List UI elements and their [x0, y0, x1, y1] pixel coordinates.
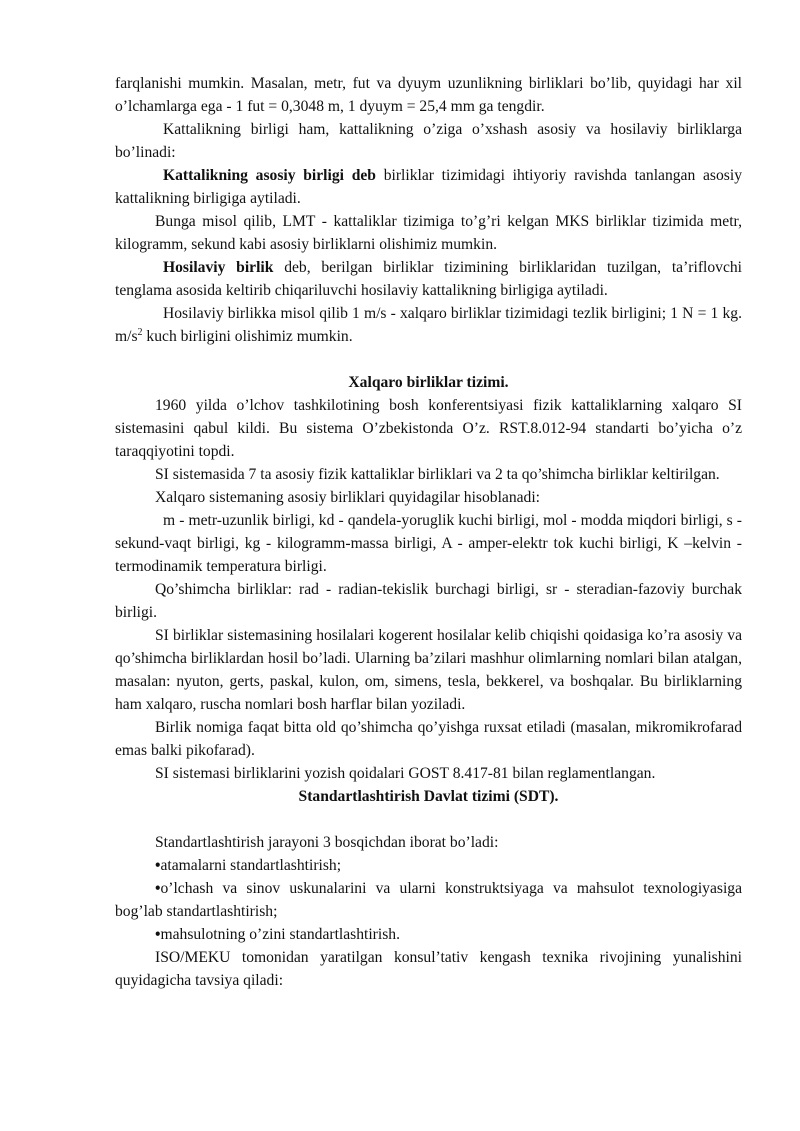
bullet-dot-icon: •	[155, 926, 161, 943]
bullet-text: atamalarni standartlashtirish;	[160, 857, 342, 874]
paragraph-derived-si-units: SI birliklar sistemasining hosilalari kogerent hosilalar kelib chiqishi qoidasiga ko’ra asosiy va qo’shimcha birliklardan hosil bo’ladi. Ularning ba’zilari mashhur olimlarning nomlari bilan atalgan, masalan: nyuton, gerts, paskal, kulon, om, simens, tesla, bekkerel, va boshqalar. Bu birliklarning ham xalqaro, ruscha nomlari bosh harflar bilan yoziladi.	[115, 627, 742, 713]
paragraph-si-base-units-intro: Xalqaro sistemaning asosiy birliklari quyidagilar hisoblanadi:	[155, 489, 541, 506]
paragraph-base-unit-example: Bunga misol qilib, LMT - kattaliklar tizimiga to’g’ri kelgan MKS birliklar tizimida metr, kilogramm, sekund kabi asosiy birliklarni olishimiz mumkin.	[115, 213, 742, 253]
derived-example-text-a: Hosilaviy birlikka misol qilib 1 m/s - xalqaro birliklar tizimidagi tezlik birligini; 1 N = 1 kg. m/s	[115, 305, 742, 345]
paragraph-derived-unit-example	[115, 302, 742, 348]
bullet-dot-icon: •	[155, 857, 161, 874]
spacer	[115, 348, 742, 371]
paragraph-derived-unit-definition	[115, 256, 742, 302]
paragraph-unit-division: Kattalikning birligi ham, kattalikning o’ziga o’xshash asosiy va hosilaviy birliklarga bo’linadi:	[115, 121, 742, 161]
derived-example-text-b: kuch birligini olishimiz mumkin.	[142, 328, 353, 345]
superscript-two: 2	[137, 326, 143, 338]
paragraph-si-units-count: SI sistemasida 7 ta asosiy fizik kattaliklar birliklari va 2 ta qo’shimcha birliklar keltirilgan.	[155, 466, 720, 483]
paragraph-si-adoption: 1960 yilda o’lchov tashkilotining bosh konferentsiyasi fizik kattaliklarning xalqaro SI sistemasini qabul kildi. Bu sistema O’zbekistonda O’z. RST.8.012-94 standarti bo’yicha o’z taraqqiyotini topdi.	[115, 397, 742, 460]
heading-international-system: Xalqaro birliklar tizimi.	[348, 374, 509, 391]
paragraph-base-unit-definition	[115, 164, 742, 210]
definition-derived-unit: deb, berilgan birliklar tizimining birliklaridan tuzilgan, ta’riflovchi tenglama asosida keltirib chiqariluvchi hosilaviy kattalikning birligiga aytiladi.	[115, 259, 742, 299]
bullet-item-equipment	[115, 877, 742, 923]
term-derived-unit: Hosilaviy birlik	[163, 259, 274, 276]
bullet-text: mahsulotning o’zini standartlashtirish.	[160, 926, 400, 943]
bullet-text: o’lchash va sinov uskunalarini va ularni konstruktsiyaga va mahsulot texnologiyasiga bog’lab standartlashtirish;	[115, 880, 742, 920]
paragraph-gost-rules: SI sistemasi birliklarini yozish qoidalari GOST 8.417-81 bilan reglamentlangan.	[155, 765, 656, 782]
paragraph-iso-council: ISO/MEKU tomonidan yaratilgan konsul’tativ kengash texnika rivojining yunalishini quyidagicha tavsiya qiladi:	[115, 949, 742, 989]
bullet-item-terms	[115, 854, 742, 877]
paragraph-prefix-rule: Birlik nomiga faqat bitta old qo’shimcha qo’yishga ruxsat etiladi (masalan, mikromikrofarad emas balki pikofarad).	[115, 719, 742, 759]
term-base-unit: Kattalikning asosiy birligi deb	[163, 167, 376, 184]
paragraph-units-difference: farqlanishi mumkin. Masalan, metr, fut va dyuym uzunlikning birliklari bo’lib, quyidagi har xil o’lchamlarga ega - 1 fut = 0,3048 m, 1 dyuym = 25,4 mm ga tengdir.	[115, 75, 742, 115]
paragraph-standardization-stages: Standartlashtirish jarayoni 3 bosqichdan iborat bo’ladi:	[155, 834, 499, 851]
paragraph-supplementary-units: Qo’shimcha birliklar: rad - radian-tekislik burchagi birligi, sr - steradian-fazoviy burchak birligi.	[115, 581, 742, 621]
paragraph-si-base-units-list: m - metr-uzunlik birligi, kd - qandela-yoruglik kuchi birligi, mol - modda miqdori birligi, s - sekund-vaqt birligi, kg - kilogramm-massa birligi, A - amper-elektr tok kuchi birligi, K –kelvin - termodinamik temperatura birligi.	[115, 512, 742, 575]
bullet-item-product	[115, 923, 742, 946]
heading-standardization-system: Standartlashtirish Davlat tizimi (SDT).	[298, 788, 559, 805]
bullet-dot-icon: •	[155, 880, 161, 897]
definition-base-unit: birliklar tizimidagi ihtiyoriy ravishda tanlangan asosiy kattalikning birligiga aytiladi.	[115, 167, 742, 207]
spacer	[115, 808, 742, 831]
